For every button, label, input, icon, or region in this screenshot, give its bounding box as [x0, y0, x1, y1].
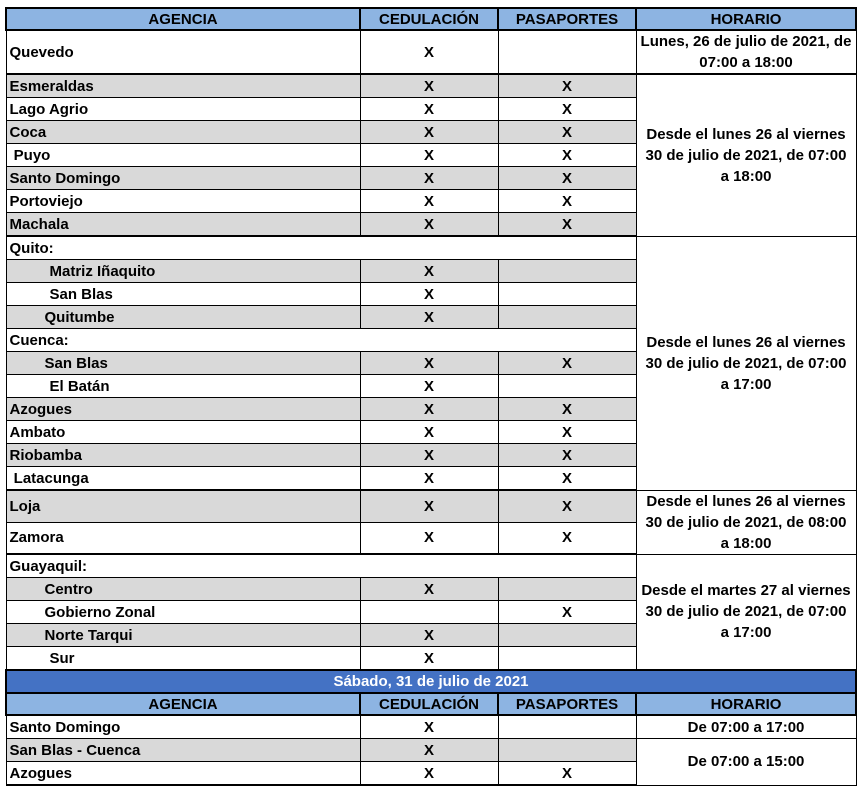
cedulacion-mark: X: [360, 715, 498, 739]
agency-name: Machala: [6, 213, 360, 237]
cedulacion-mark: X: [360, 578, 498, 601]
agency-name: San Blas: [6, 283, 360, 306]
header-pasaportes: PASAPORTES: [498, 8, 636, 30]
pasaportes-mark: [498, 715, 636, 739]
cedulacion-mark: X: [360, 762, 498, 786]
agency-name: Santo Domingo: [6, 715, 360, 739]
agency-name: Quevedo: [6, 30, 360, 74]
header-row: [6, 693, 856, 715]
cedulacion-mark: X: [360, 352, 498, 375]
pasaportes-mark: X: [498, 601, 636, 624]
pasaportes-mark: [498, 260, 636, 283]
cedulacion-mark: X: [360, 98, 498, 121]
cedulacion-mark: X: [360, 624, 498, 647]
cedulacion-mark: X: [360, 398, 498, 421]
table-row: [6, 74, 856, 98]
header-agencia: AGENCIA: [6, 8, 360, 30]
cedulacion-mark: X: [360, 30, 498, 74]
pasaportes-mark: X: [498, 490, 636, 522]
saturday-banner-row: [6, 670, 856, 693]
agency-name: Azogues: [6, 398, 360, 421]
agency-name: Sur: [6, 647, 360, 671]
pasaportes-mark: [498, 30, 636, 74]
pasaportes-mark: X: [498, 74, 636, 98]
pasaportes-mark: X: [498, 467, 636, 491]
agency-name: Ambato: [6, 421, 360, 444]
agency-name: Matriz Iñaquito: [6, 260, 360, 283]
cedulacion-mark: [360, 601, 498, 624]
agency-name: Norte Tarqui: [6, 624, 360, 647]
cedulacion-mark: X: [360, 467, 498, 491]
cedulacion-mark: X: [360, 167, 498, 190]
schedule-cell: Desde el lunes 26 al viernes 30 de julio de 2021, de 08:00 a 18:00: [636, 490, 856, 554]
agency-name: Santo Domingo: [6, 167, 360, 190]
pasaportes-mark: [498, 624, 636, 647]
schedule-cell: Lunes, 26 de julio de 2021, de 07:00 a 18:00: [636, 30, 856, 74]
header-horario: HORARIO: [636, 693, 856, 715]
header-cedulacion: CEDULACIÓN: [360, 693, 498, 715]
pasaportes-mark: [498, 578, 636, 601]
pasaportes-mark: X: [498, 167, 636, 190]
cedulacion-mark: X: [360, 283, 498, 306]
agency-name: Portoviejo: [6, 190, 360, 213]
city-heading: Quito:: [6, 236, 636, 260]
cedulacion-mark: X: [360, 190, 498, 213]
pasaportes-mark: X: [498, 121, 636, 144]
pasaportes-mark: X: [498, 522, 636, 554]
cedulacion-mark: X: [360, 144, 498, 167]
city-heading: Guayaquil:: [6, 554, 636, 578]
agency-name: Centro: [6, 578, 360, 601]
cedulacion-mark: X: [360, 647, 498, 671]
cedulacion-mark: X: [360, 306, 498, 329]
cedulacion-mark: X: [360, 490, 498, 522]
pasaportes-mark: X: [498, 144, 636, 167]
schedule-cell: Desde el lunes 26 al viernes 30 de julio de 2021, de 07:00 a 17:00: [636, 236, 856, 490]
header-agencia: AGENCIA: [6, 693, 360, 715]
pasaportes-mark: X: [498, 213, 636, 237]
schedule-cell: Desde el lunes 26 al viernes 30 de julio de 2021, de 07:00 a 18:00: [636, 74, 856, 236]
cedulacion-mark: X: [360, 522, 498, 554]
schedule-cell: De 07:00 a 15:00: [636, 739, 856, 786]
cedulacion-mark: X: [360, 421, 498, 444]
agency-name: Latacunga: [6, 467, 360, 491]
agency-name: Azogues: [6, 762, 360, 786]
cedulacion-mark: X: [360, 739, 498, 762]
pasaportes-mark: [498, 647, 636, 671]
agency-name: San Blas - Cuenca: [6, 739, 360, 762]
header-cedulacion: CEDULACIÓN: [360, 8, 498, 30]
table-row: [6, 554, 856, 578]
pasaportes-mark: X: [498, 98, 636, 121]
pasaportes-mark: [498, 375, 636, 398]
agency-name: Esmeraldas: [6, 74, 360, 98]
pasaportes-mark: X: [498, 444, 636, 467]
schedule-sheet: [5, 7, 855, 786]
agency-name: Puyo: [6, 144, 360, 167]
schedule-cell: Desde el martes 27 al viernes 30 de julio de 2021, de 07:00 a 17:00: [636, 554, 856, 670]
pasaportes-mark: X: [498, 352, 636, 375]
agency-name: Riobamba: [6, 444, 360, 467]
agency-name: Loja: [6, 490, 360, 522]
pasaportes-mark: X: [498, 190, 636, 213]
schedule-table: [5, 7, 857, 786]
agency-name: Quitumbe: [6, 306, 360, 329]
agency-name: Lago Agrio: [6, 98, 360, 121]
pasaportes-mark: [498, 306, 636, 329]
agency-name: El Batán: [6, 375, 360, 398]
table-row: [6, 739, 856, 762]
header-row: [6, 8, 856, 30]
header-pasaportes: PASAPORTES: [498, 693, 636, 715]
agency-name: San Blas: [6, 352, 360, 375]
cedulacion-mark: X: [360, 74, 498, 98]
table-row: [6, 490, 856, 522]
agency-name: Gobierno Zonal: [6, 601, 360, 624]
cedulacion-mark: X: [360, 213, 498, 237]
agency-name: Coca: [6, 121, 360, 144]
pasaportes-mark: [498, 283, 636, 306]
header-horario: HORARIO: [636, 8, 856, 30]
table-row: [6, 715, 856, 739]
pasaportes-mark: X: [498, 421, 636, 444]
cedulacion-mark: X: [360, 375, 498, 398]
schedule-cell: De 07:00 a 17:00: [636, 715, 856, 739]
pasaportes-mark: X: [498, 398, 636, 421]
table-row: [6, 236, 856, 260]
agency-name: Zamora: [6, 522, 360, 554]
pasaportes-mark: [498, 739, 636, 762]
pasaportes-mark: X: [498, 762, 636, 786]
cedulacion-mark: X: [360, 260, 498, 283]
saturday-banner: Sábado, 31 de julio de 2021: [6, 670, 856, 693]
city-heading: Cuenca:: [6, 329, 636, 352]
cedulacion-mark: X: [360, 444, 498, 467]
table-row: [6, 30, 856, 74]
cedulacion-mark: X: [360, 121, 498, 144]
